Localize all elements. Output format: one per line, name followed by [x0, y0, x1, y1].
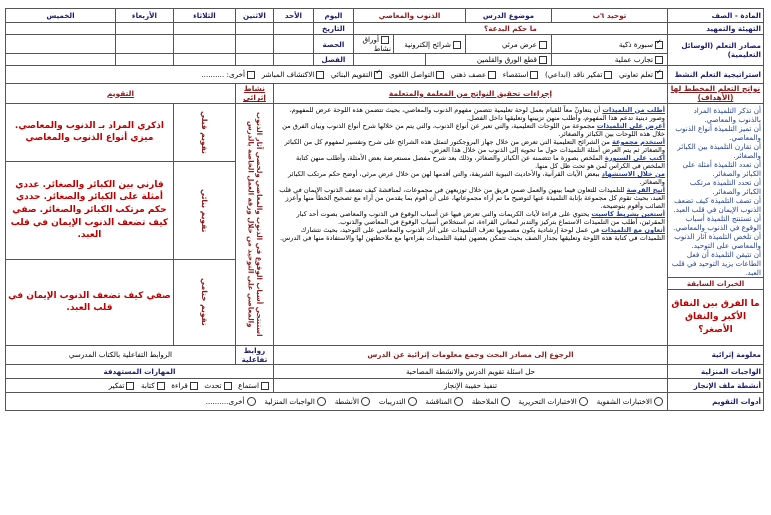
outcomes-header: نواتج التعلم المخطط لها (الأهداف) — [668, 84, 764, 104]
strategy-3[interactable]: عصف ذهني — [451, 70, 498, 79]
resource-2[interactable]: شرائح إلكترونية — [393, 35, 465, 54]
outcome-5: أن تصف التلميذة كيف تضعف الذنوب الإيمان في قلب العبد. — [673, 195, 761, 214]
procedure-2: أستخدم مجموعة من الشرائح التعليمية التي تعرض من خلال جهاز البروجكتور لتمثل هذه الشرائح على شرح وتفسير لمفهوم كل من الكبائر والصغائر ثم يتم العرض أمثلة التلميذات حول ما تحويه إلى الذنوب من خلال هذا العرض. — [284, 137, 665, 154]
outcome-6: أن تستنتج التلميذة أسباب الوقوع في الذنوب والمعاصي. — [673, 213, 761, 232]
semester-cell-0 — [273, 54, 313, 66]
outcome-8: أن تتيقن التلميذة أن فعل الطاعات يزيد التوحيد في قلب العبد. — [671, 249, 761, 277]
period-cell-0 — [273, 35, 313, 54]
strategy-4[interactable]: التواصل اللغوي — [389, 70, 446, 79]
lesson-plan-page — [6, 8, 764, 508]
outcome-0: أن تذكر التلميذة المراد بالذنوب والمعاصي. — [693, 105, 761, 124]
tools-label: أدوات التقويم — [668, 392, 764, 410]
day-1: الاثنين — [235, 9, 273, 23]
date-cell-0 — [273, 23, 313, 35]
procedure-0: أطلب من التلميذات أن يتعاونّ معاً للقيام بعمل لوحة تعليمية تتضمن مفهوم الذنوب والمعاصي، بحيث تتضمن هذه اللوحة عرض للمفهوم، وصور دينية تدعم هذا المفهوم، وأطلب منهن تزيينها وتعليقها داخل الفصل. — [289, 105, 665, 122]
semester-cell-3 — [115, 54, 173, 66]
day-3: الأربعاء — [115, 9, 173, 23]
tool-7[interactable]: أخرى.......... — [206, 397, 258, 406]
enrichment-label: معلومة إثرائية — [668, 345, 764, 364]
tool-4[interactable]: التدريبات — [379, 397, 419, 406]
assessment-text-0: اذكري المراد بـ الذنوب والمعاصي. ميزي أنواع الذنوب والمعاصي — [5, 103, 173, 161]
date-cell-4 — [5, 23, 115, 35]
resource-3[interactable]: أوراق نشاط — [353, 35, 393, 54]
period-cell-4 — [5, 35, 115, 54]
skills-label: المهارات المستهدفة — [5, 364, 273, 378]
date-label: التاريخ — [313, 23, 353, 35]
resource-blank — [353, 54, 425, 66]
topic-value: الذنوب والمعاصي — [353, 9, 465, 23]
strategy-0[interactable]: ✓تعلم تعاوني — [619, 70, 665, 79]
strategy-5[interactable]: ✓التقويم البنائي — [331, 70, 384, 79]
tools-row — [5, 392, 667, 410]
lesson-plan-table — [5, 8, 764, 411]
outcome-2: أن تقارن التلميذة بين الكبائر والصغائر. — [677, 141, 761, 160]
tool-6[interactable]: الواجبات المنزلية — [264, 397, 327, 406]
portfolio-value: تنفيذ حقيبة الإنجاز — [273, 378, 667, 392]
tool-5[interactable]: الأنشطة — [335, 397, 372, 406]
skill-2[interactable]: قراءة — [171, 381, 200, 390]
subject-label: المادة - الصف — [668, 9, 764, 23]
tool-3[interactable]: المناقشة — [425, 397, 464, 406]
resource-0[interactable]: ✓سبورة ذكية — [551, 35, 667, 54]
semester-cell-4 — [5, 54, 115, 66]
assessment-text-2: صفي كيف تضعف الذنوب الإيمان في قلب العبد. — [5, 259, 173, 345]
day-4: الخميس — [5, 9, 115, 23]
procedure-3: أكتب على السبورة الملخص بصورة ما تتضمنه عن الكبائر والصغائر، وذلك بعد شرح مفصل مستعرضة بعض الأمثلة، وأطلب منهن كتابة الملخص في الكراس لمن هو تحت ظل كل منها. — [295, 153, 665, 170]
outcome-3: أن تعدد التلميذة أمثلة على الكبائر والصغائر. — [682, 159, 761, 178]
tool-2[interactable]: الملاحظة — [472, 397, 512, 406]
procedure-4: من خلال الاستشهاد ببعض الآيات القرآنية، والأحاديث النبوية الشريفة، والتي أقدمها لهن من خلال عرض مرئي، أوضح حكم مرتكب الكبائر والصغائر. — [288, 170, 665, 187]
day-0: الأحد — [273, 9, 313, 23]
skill-1[interactable]: تحدث — [204, 381, 233, 390]
intro-value: ما حكم البدعة؟ — [353, 23, 667, 35]
assessment-header: التقويم — [5, 84, 235, 104]
activity-cell — [235, 103, 273, 345]
day-2: الثلاثاء — [173, 9, 235, 23]
tool-1[interactable]: الاختبارات التحريرية — [518, 397, 589, 406]
period-cell-1 — [235, 35, 273, 54]
tool-0[interactable]: الاختبارات الشفوية — [597, 397, 665, 406]
portfolio-label: أنشطة ملف الإنجاز — [668, 378, 764, 392]
period-label: الحصة — [313, 35, 353, 54]
homework-label: الواجبات المنزلية — [668, 364, 764, 378]
period-cell-3 — [115, 35, 173, 54]
outcome-7: أن تلخص التلميذة آثار الذنوب والمعاصي على التوحيد. — [674, 231, 761, 250]
resource-4[interactable]: تجارب عملية — [551, 54, 667, 66]
date-cell-1 — [235, 23, 273, 35]
outcomes-cell — [668, 103, 764, 277]
skill-0[interactable]: استماع — [238, 381, 271, 390]
subject-value: توحيد ٦ب — [551, 9, 667, 23]
resource-5[interactable]: قطع الورق والقلمين — [425, 54, 551, 66]
enrichment-value: الرجوع إلى مصادر البحث وجمع معلومات إثرائية عن الدرس — [273, 345, 667, 364]
semester-cell-2 — [173, 54, 235, 66]
procedures-header: إجراءات تحقيق النواتج من المعلمة والمتعلمة — [273, 84, 667, 104]
activity-text: استنتجي أسباب الوقوع في الذنوب والمعاصي ولخصي آثار الذنوب والمعاصي على التوحيد من خلال ورقة العمل الخاصة بالدرس — [246, 111, 264, 337]
topic-label: موضوع الدرس — [465, 9, 551, 23]
links-value: الروابط التفاعلية بالكتاب المدرسي — [5, 345, 235, 364]
skill-4[interactable]: تفكير — [109, 381, 137, 390]
strategy-7[interactable]: أخرى: .......... — [201, 70, 257, 79]
resources-label: مصادر التعلم (الوسائل التعليمية) — [668, 35, 764, 66]
semester-label: الفصل — [313, 54, 353, 66]
outcome-4: أن تحدد التلميذة مرتكب الكبائر والصغائر. — [689, 177, 761, 196]
assessment-stage-2: تقويم ختامي — [173, 259, 235, 345]
assessment-stage-1: تقويم بنائي — [173, 161, 235, 259]
skill-3[interactable]: كتابة — [141, 381, 167, 390]
semester-cell-1 — [235, 54, 273, 66]
strategy-1[interactable]: تفكير ناقد (ابداعي) — [545, 70, 614, 79]
procedure-5: أتيح الفرصة للتلميذات للتعاون فيما بينهن والعمل ضمن فريق من خلال توزيعهن في مجموعات، لمناقشة كيف تضعف الذنوب الإيمان في قلب العبد، بحيث تقوم كل مجموعة بإنابة التلميذة عنها لتوضيح ما تم أراء مجموعاتها، على أن أقوم بما يقدمن من آراء مع تصحيح الخطأ منها وأعزز الصائب وأقوم بتوضيحه. — [279, 186, 665, 211]
date-cell-2 — [173, 23, 235, 35]
assessment-stage-0: تقويم قبلي — [173, 103, 235, 161]
strategies-row — [5, 66, 667, 84]
procedure-7: أتعاون مع التلميذات في عمل لوحة إرشادية يكون مضمونها تعرف التلميذات على آثار الذنوب والمعاصي على التوحيد، بحيث تتشارك التلميذات في كتابة هذه اللوحة وتعليقها بجدار الصف بحيث تتمكن بعضهن لبقية التلميذات بقراءتها مع ملاحظتهن لها والاستفادة منها في الدرس. — [280, 226, 665, 243]
period-cell-2 — [173, 35, 235, 54]
date-cell-3 — [115, 23, 173, 35]
intro-label: التهيئة والتمهيد — [668, 23, 764, 35]
procedures-cell — [273, 103, 667, 345]
outcome-1: أن تميز التلميذة أنواع الذنوب والمعاصي. — [675, 123, 761, 142]
links-label: روابط تفاعلية — [235, 345, 273, 364]
procedure-6: أستعين بشريط كاسيت يحتوي على قراءة لآيات الكريمات والتي تعرض فيها عن أسباب الوقوع في الذنوب والمعاصي بصوت أحد كبار المقرئين، أطلب من التلميذات الاستماع بتركيز والتدبر لمعاني القراءة، ثم استخلاص أسباب الوقوع في المعاصي والذنوب. — [296, 210, 665, 227]
skills-row — [5, 378, 273, 392]
procedure-1: أعرض على التلميذات مجموعة من اللوحات التعليمية، والتي تعبر عن أنواع الذنوب، والتي يتم من خلالها شرح أنواع الذنوب وبيان الفرق من خلال هذه اللوحات بين الكبائر والصغائر. — [282, 121, 665, 138]
strategy-6[interactable]: الاكتشاف المباشر — [262, 70, 327, 79]
prior-value: ما الفرق بين النفاق الأكبر والنفاق الأصغر؟ — [668, 289, 764, 345]
prior-label: الخبرات السابقة — [668, 277, 764, 289]
homework-value: حل اسئلة تقويم الدرس والانشطة المصاحبة — [273, 364, 667, 378]
strategy-2[interactable]: استقصاء — [503, 70, 541, 79]
resource-1[interactable]: عرض مرئي — [465, 35, 551, 54]
activity-header: نشاط إثرائي — [235, 84, 273, 104]
day-label: اليوم — [313, 9, 353, 23]
strategies-label: استراتيجية التعلم النشط — [668, 66, 764, 84]
assessment-text-1: قارني بين الكبائر والصغائر. عددي أمثلة على الكبائر والصغائر. حددي حكم مرتكب الكبائر والصغائر. صفي كيف تضعف الذنوب الإيمان في قلب العبد. — [5, 161, 173, 259]
